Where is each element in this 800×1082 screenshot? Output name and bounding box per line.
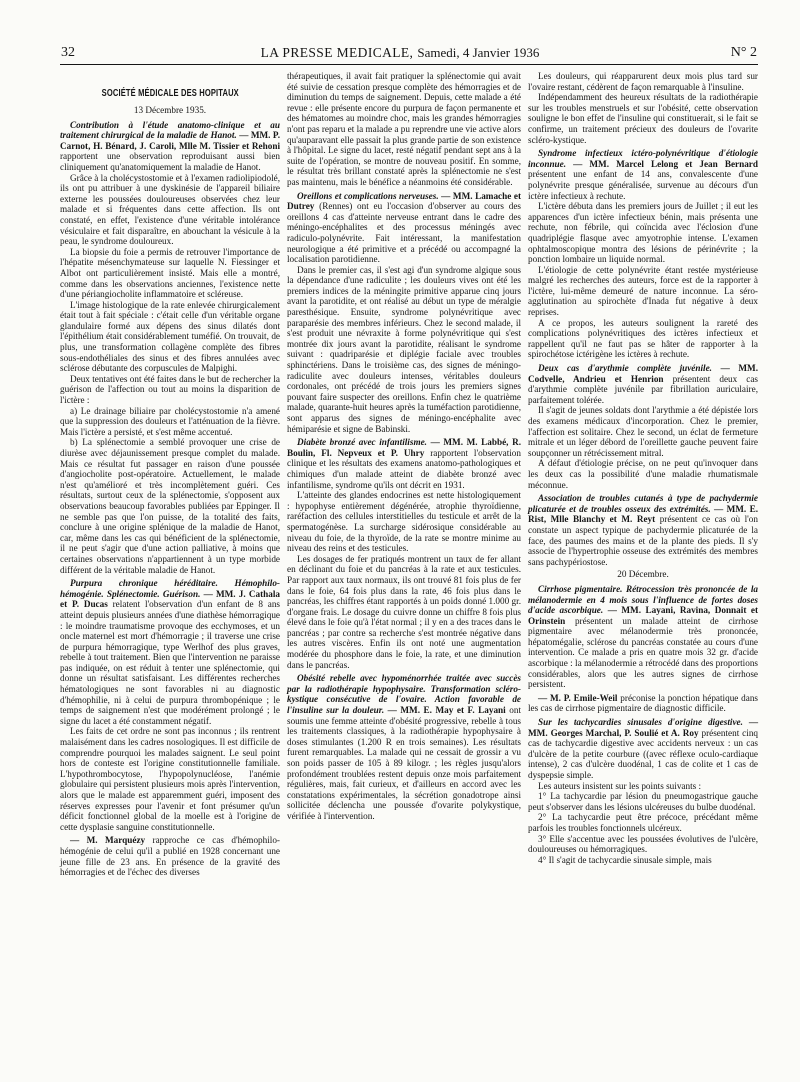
article-title: Diabète bronzé avec infantilisme.	[297, 437, 427, 448]
article-body: L'atteinte des glandes endocrines est nette histologiquement : hypophyse entièrement dégénérée, atrophie thyroïdienne, raréfaction des cellules interstitielles du testicule et arrêt de la spermatogénèse. La surcharge sidérosique considérable au niveau du foie, de la thyroïde, de la rate se montre minime au niveau des reins et des testicules.	[287, 490, 521, 554]
article-body: relatent l'observation d'un enfant de 8 ans atteint depuis plusieurs années d'une diathèse hémorragique : le moindre traumatisme provoque des ecchymoses, et un oncle maternel est mort d'hémorragie ; il traverse une crise de purpura hémorragique, type Werlhof des plus graves, rebelle à tout traitement. Bien que l'intervention ne paraisse pas indiquée, on est réduit à tenter une splénectomie, qui donne un résultat satisfaisant. Les différentes recherches hématologiques ne sont favorables ni au diagnostic d'hémophilie, ni à celui de purpura thrombopénique ; le temps de saignement n'est que modérément prolongé ; le signe du lacet a été constamment négatif.	[60, 599, 280, 726]
article-title: Oreillons et complications nerveuses.	[297, 190, 439, 201]
article-paragraph	[528, 148, 758, 201]
article-paragraph	[60, 120, 280, 173]
article-body: 1° La tachycardie par lésion du pneumogastrique gauche peut s'observer dans les lésions ulcéreuses du bulbe duodénal.	[528, 791, 758, 812]
body-paragraph	[528, 791, 758, 812]
article-body: b) La splénectomie a semblé provoquer une crise de diurèse avec déjaunissement presque complet du malade. Mais ce résultat fut passager en raison d'une poussée d'angiocholite post-opératoire. Actuellement, le malade n'est qu'amélioré et très incomplètement guéri. Ces résultats, surtout ceux de la splénectomie, s'opposent aux observations beaucoup favorables publiées par Eppinger. Il ne semble pas que l'on puisse, de la totalité des faits, conclure à une origine splénique de la maladie de Hanot, car, même dans les cas qui bénéficient de la splénectomie, il ne peut s'agir que d'une action palliative, à moins que certaines observations n'appartiennent à un type morbide différent de la véritable maladie de Hanot.	[60, 437, 280, 575]
article-body: 2° La tachycardie peut être précoce, précédant même parfois les troubles fonctionnels ulcéreux.	[528, 812, 758, 833]
article-title: Association de troubles cutanés à type de pachydermie plicaturée et de troubles osseux des extrémités.	[528, 493, 758, 514]
article-title: Deux cas d'arythmie complète juvénile.	[538, 363, 712, 374]
article-title: Cirrhose pigmentaire. Rétrocession très prononcée de la mélanodermie en 4 mois sous l'influence de fortes doses d'acide ascorbique.	[528, 583, 758, 616]
article-body: L'ictère débuta dans les premiers jours de Juillet ; il eut les apparences d'un ictère infectieux bénin, mais présenta une rechute, non fébrile, qui coïncida avec l'éclosion d'une quadriplégie flasque avec amyotrophie intense. L'examen ophtalmoscopique montra des lésions de périnévrite ; la ponction lombaire un liquide normal.	[528, 201, 758, 265]
article-body: Les dosages de fer pratiqués montrent un taux de fer allant en déclinant du foie et du pancréas à la rate et aux testicules. Par rapport aux taux normaux, ils ont trouvé 81 fois plus de fer dans le foie, 64 fois plus dans la rate, 46 fois plus dans le pancréas, les chiffres étant rapportés à un poids donné 1.000 gr. d'organe frais. Le dosage du cuivre donne un chiffre 8 fois plus élevé dans le foie qu'à l'état normal ; il y en a des traces dans le pancréas ; par contre sa recherche s'est montrée négative dans les autres viscères. Enfin ils ont noté une augmentation modérée du phosphore dans le foie, la rate, et une diminution dans le pancréas.	[287, 553, 521, 670]
body-paragraph	[60, 247, 280, 300]
section-heading	[60, 88, 280, 100]
article-body: La biopsie du foie a permis de retrouver l'importance de l'hépatite mésenchymateuse sur laquelle N. Fiessinger et Albot ont particulièrement insisté. Mais elle a montré, comme dans les observations anciennes, l'existence nette d'une périangiocholite inflammatoire et scléreuse.	[60, 246, 280, 300]
body-paragraph	[528, 201, 758, 265]
article-body: L'étiologie de cette polynévrite étant restée mystérieuse malgré les recherches des auteurs, force est de la rapporter à l'ictère, lui-même demeuré de nature inconnue. La séro-agglutination au spirochète d'Inada fut négative à deux reprises.	[528, 264, 758, 318]
article-body: 3° Elle s'accentue avec les poussées évolutives de l'ulcère, douloureuses ou hémorragiques.	[528, 833, 758, 855]
article-body: Dans le premier cas, il s'est agi d'un syndrome algique sous la dépendance d'une radiculite ; les douleurs vives ont été les premiers indices de la méningite primitive apparue cinq jours avant la parotidite, et ont réalisé au début un type de méralgie paresthésique. Ensuite, syndrome polynévritique avec paraparésie des membres inférieurs. Chez le second malade, il s'est produit une névraxite à forme polynévritique qui s'est montrée dix jours avant la parotidite, réalisant le syndrome suivant : quadriparésie et diplégie faciale avec troubles sphinctériens. Dans le troisième cas, des signes de méningo-radiculite avec douleurs intenses, véritables douleurs cordonales, ont précédé de trois jours les premiers signes pouvant faire suspecter des oreillons. Enfin chez le quatrième malade, quarante-huit heures après la tuméfaction parotidienne, sont apparus des signes de méningo-encéphalite avec hémiparésie et signe de Babinski.	[287, 264, 521, 434]
article-authors: — MM. E. Rist, Mlle Blanchy et M. Reyt	[528, 503, 758, 525]
body-paragraph	[60, 374, 280, 406]
article-paragraph	[528, 584, 758, 690]
article-authors: — M. P. Emile-Weil	[538, 692, 618, 703]
body-paragraph	[528, 693, 758, 714]
article-body: L'image histologique de la rate enlevée chirurgicalement était tout à fait spéciale : c'était celle d'un véritable organe glandulaire formé aux dépens des sinus dilatés dont l'épithélium était considérablement tuméfié. On trouvait, de plus, une transformation collagène complète des fibres sous-endothéliales des sinus et des fibres annulées avec sclérose débutante des corpuscules de Malpighi.	[60, 299, 280, 374]
article-paragraph	[287, 673, 521, 821]
article-body: Les faits de cet ordre ne sont pas inconnus ; ils rentrent malaisément dans les cadres nosologiques. Il est difficile de comprendre pourquoi les malades saignent. Le seul point hors de conteste est l'origine constitutionnelle familiale. L'hypothrombocytose, l'hypopolynucléose, l'anémie globulaire qui persistent plusieurs mois après l'intervention, alors que le malade est apparemment guéri, imposent des réserves expresses pour l'avenir et font présumer qu'un déficit fonctionnel global de la moelle est à l'origine de cette dysplasie sanguine constitutionnelle.	[60, 726, 280, 832]
issue-number: N° 2	[730, 45, 757, 60]
article-paragraph	[528, 717, 758, 781]
article-title: Sur les tachycardies sinusales d'origine digestive.	[538, 717, 743, 728]
article-body: Deux tentatives ont été faites dans le but de rechercher la guérison de l'affection ou tout au moins la disparition de l'ictère :	[60, 373, 280, 406]
section-heading-text: SOCIÉTÉ MÉDICALE DES HOPITAUX	[101, 87, 239, 99]
column-1	[60, 88, 280, 878]
article-paragraph	[528, 493, 758, 567]
article-body: Les auteurs insistent sur les points suivants :	[538, 780, 702, 791]
article-paragraph	[287, 191, 521, 265]
article-authors: — MM. Marcel Lelong et Jean Bernard	[573, 158, 758, 169]
article-paragraph	[60, 578, 280, 726]
body-paragraph	[528, 405, 758, 458]
article-authors: — MM. J. Cathala et P. Ducas	[60, 588, 281, 610]
article-body: Indépendamment des heureux résultats de la radiothérapie sur les troubles menstruels et sur l'obésité, cette observation souligne le bon effet de l'insuline qui constituerait, si le fait se confirme, un traitement précieux des douleurs de l'ovarite scléro-kystique.	[528, 92, 758, 145]
body-paragraph	[287, 554, 521, 671]
article-authors: — MM. E. May et F. Layani	[387, 705, 506, 716]
article-body: Grâce à la cholécystostomie et à l'examen radiolipiodolé, ils ont pu attribuer à une dyskinésie de l'appareil biliaire externe les poussées douloureuses observées chez leur malade et si fréquentes dans cette affection. Ils ont constaté, en effet, l'existence d'une véritable intolérance vésiculaire et fait disparaître, en abouchant la vésicule à la peau, le syndrome douloureux.	[60, 172, 280, 247]
article-authors: — M. Marquézy	[70, 835, 146, 846]
article-body: rapportent une observation reproduisant aussi bien cliniquement qu'anatomiquement la maladie de Hanot.	[60, 151, 280, 172]
body-paragraph	[528, 812, 758, 833]
article-title: Obésité rebelle avec hypoménorrhée traitée avec succès par la radiothérapie hypophysaire. Transformation scléro-kystique consécutive de l'ovaire. Action favorable de l'insuline sur la douleur.	[287, 673, 521, 716]
body-paragraph	[528, 92, 758, 145]
masthead-title: LA PRESSE MEDICALE,	[260, 45, 414, 60]
article-body: ont soumis une femme atteinte d'obésité progressive, rebelle à tous les traitements classiques, à la radiothérapie hypophysaire à doses stimulantes (1.200 R en trois semaines). Les résultats furent remarquables. La malade qui ne cessait de grossir a vu son poids passer de 105 à 89 kilogr. ; les règles jusqu'alors profondément troublées restent depuis onze mois parfaitement régulières, mais, fait curieux, et d'ailleurs en accord avec les constatations expérimentales, la sécrétion gonadotrope ainsi sollicitée déclencha une poussée d'ovarite polykystique, vérifiée à l'intervention.	[287, 705, 521, 821]
article-body: Il s'agit de jeunes soldats dont l'arythmie a été dépistée lors des examens médicaux d'incorporation. Chez le premier, l'affection est solitaire. Chez le second, un éclat de fermeture mitrale et un léger débord de l'oreillette gauche peuvent faire soupçonner un rétrécissement mitral.	[528, 405, 758, 458]
body-paragraph	[528, 318, 758, 360]
article-authors: — MM. Layani, Ravina, Donnait et Orinstein	[528, 605, 759, 626]
article-body: préconise la ponction hépatique dans les cas de cirrhose pigmentaire de diagnostic difficile.	[528, 692, 759, 714]
body-paragraph	[287, 71, 521, 188]
issue-date: Samedi, 4 Janvier 1936	[417, 45, 540, 60]
article-body: présentent un malade atteint de cirrhose pigmentaire avec mélanodermie très prononcée, hépatomégalie, sclérose du pancréas constatée au cours d'une intervention. Ce malade a pris en quatre mois 32 gr. d'acide ascorbique : la mélanodermie a rétrocédé dans des proportions considérables, alors que les autres signes de cirrhose persistent.	[528, 615, 758, 690]
article-body: présentent cinq cas de tachycardie digestive avec accidents nerveux : un cas d'ulcère de la petite courbure ((avec réflexe oculo-cardiaque intense), 2 cas d'ulcère duodénal, 1 cas de colite et 1 cas de dyspepsie simple.	[528, 727, 759, 780]
column-2	[287, 71, 521, 822]
body-paragraph	[528, 781, 758, 792]
body-paragraph	[528, 71, 758, 92]
article-body: thérapeutiques, il avait fait pratiquer la splénectomie qui avait été suivie de cessation presque complète des hémorragies et de diminution du temps de saignement. Depuis, cette malade a été revue : elle présente encore du purpura de façon permanente et des hématomes au moindre choc, mais les grandes hémorragies n'ont pas reparu et la malade a pu reprendre une vie active alors qu'auparavant elle passait la plus grande partie de son existence à l'hôpital. Le signe du lacet, resté négatif pendant sept ans à la suite de l'opération, se montre de nouveau positif. En somme, le résultat très brillant constaté après la splénectomie ne s'est pas maintenu, mais le bénéfice a néanmoins été considérable.	[287, 71, 521, 187]
body-paragraph	[528, 855, 758, 866]
masthead	[150, 44, 650, 62]
article-body: 4° Il s'agit de tachycardie sinusale simple, mais	[538, 854, 712, 865]
article-authors: — MM. P. Carnot, H. Bénard, J. Caroli, Mlle M. Tissier et Rehoni	[60, 130, 280, 151]
body-paragraph	[528, 458, 758, 490]
body-paragraph	[60, 835, 280, 877]
article-body: Les douleurs, qui réapparurent deux mois plus tard sur l'ovaire restant, cédèrent de façon remarquable à l'insuline.	[528, 71, 758, 92]
body-paragraph	[60, 173, 280, 247]
article-body: a) Le drainage biliaire par cholécystostomie n'a amené que la suppression des douleurs et l'atténuation de la fièvre. Mais l'ictère a persisté, et s'est même accentué.	[60, 405, 280, 437]
article-paragraph	[528, 363, 758, 405]
article-body: présentent une enfant de 14 ans, convalescente d'une polynévrite presque généralisée, survenue au décours d'un ictère infectieux à rechute.	[528, 169, 758, 201]
header-rule	[60, 64, 758, 65]
article-authors: — MM. M. Labbé, R. Boulin, Fl. Nepveux et P. Uhry	[287, 437, 522, 458]
article-body: rapportent l'observation clinique et les résultats des examens anatomo-pathologiques et chimiques d'un malade atteint de diabète bronzé avec infantilisme, syndrome qu'ils ont décrit en 1931.	[287, 447, 521, 490]
page-number: 32	[61, 45, 75, 60]
body-paragraph	[60, 406, 280, 438]
article-body: rapproche ce cas d'hémophilo-hémogénie de celui qu'il a publié en 1928 concernant une jeune fille de 23 ans. En présence de la gravité des hémorragies et de l'échec des diverses	[60, 835, 280, 878]
body-paragraph	[60, 300, 280, 374]
article-title: Syndrome infectieux ictéro-polynévritique d'étiologie inconnue.	[528, 148, 758, 169]
body-paragraph	[528, 834, 758, 855]
body-paragraph	[60, 726, 280, 832]
article-paragraph	[287, 437, 521, 490]
session-date: 20 Décembre.	[617, 569, 669, 580]
body-paragraph	[60, 437, 280, 575]
article-authors: — MM. Georges Marchal, P. Soulié et A. Roy	[528, 717, 759, 738]
article-body: présentent deux cas d'arythmie complète juvénile par fibrillation auriculaire, parfaitement tolérée.	[528, 373, 758, 405]
session-date: 13 Décembre 1935.	[133, 105, 207, 115]
article-body: (Rennes) ont eu l'occasion d'observer au cours des oreillons 4 cas d'atteinte nerveuse entrant dans le cadre des méningo-encéphalites et des processus méningés avec radiculo-polynévrite. Fait intéressant, la manifestation neurologique a été primitive et a précédé ou accompagné la localisation parotidienne.	[287, 201, 521, 265]
article-title: Contribution à l'étude anatomo-clinique et au traitement chirurgical de la maladie de Hanot.	[60, 119, 280, 141]
column-3	[528, 71, 758, 865]
article-authors: — MM. Lamache et Dutrey	[287, 190, 522, 212]
body-paragraph	[528, 265, 758, 318]
body-paragraph	[287, 265, 521, 435]
article-body: A défaut d'étiologie précise, on ne peut qu'invoquer dans les deux cas la possibilité d'une maladie rhumatismale méconnue.	[528, 458, 758, 490]
article-body: présentent ce cas où l'on constate un aspect typique de pachydermie plicaturée de la face, des paumes des mains et de la plante des pieds. Il s'y associe de l'hypertrophie osseuse des extrémités des membres sans pachypériostose.	[528, 514, 758, 567]
body-paragraph	[287, 490, 521, 554]
article-title: Purpura chronique héréditaire. Hémophilo-hémogénie. Splénectomie. Guérison.	[60, 578, 280, 599]
article-authors: — MM. Codvelle, Andrieu et Henrion	[528, 363, 759, 384]
article-body: A ce propos, les auteurs soulignent la rareté des complications polynévritiques des ictères infectieux et rappellent qu'il ne faut pas se hâter de rapporter à la spirochétose ictérigène les ictères à rechute.	[528, 317, 758, 360]
